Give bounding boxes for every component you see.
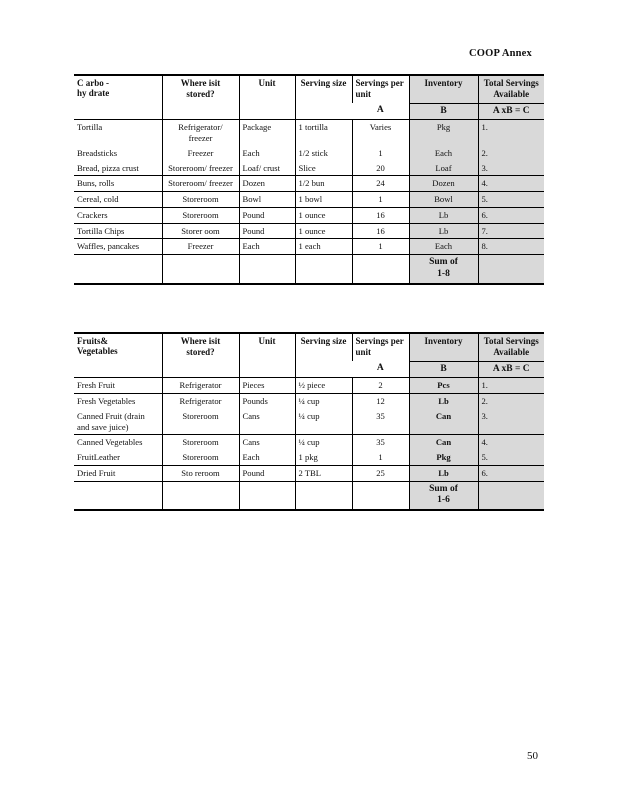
servings-per-unit: 2 bbox=[352, 378, 409, 394]
servings-per-unit: 24 bbox=[352, 176, 409, 192]
where-stored: Storeroom bbox=[162, 409, 239, 435]
where-stored: Sto reroom bbox=[162, 465, 239, 481]
where-stored: Storeroom/ freezer bbox=[162, 161, 239, 176]
unit: Each bbox=[239, 450, 295, 465]
unit: Pound bbox=[239, 465, 295, 481]
item-name: Tortilla bbox=[74, 120, 162, 146]
category-title: Fruits& Vegetables bbox=[74, 333, 162, 378]
unit: Bowl bbox=[239, 192, 295, 208]
inventory: Lb bbox=[409, 465, 478, 481]
unit: Dozen bbox=[239, 176, 295, 192]
unit: Package bbox=[239, 120, 295, 146]
where-stored: Storeroom/ freezer bbox=[162, 176, 239, 192]
where-stored: Freezer bbox=[162, 239, 239, 255]
servings-per-unit: 1 bbox=[352, 450, 409, 465]
where-stored: Storer oom bbox=[162, 223, 239, 239]
total-servings: 4. bbox=[478, 435, 544, 450]
item-name: Buns, rolls bbox=[74, 176, 162, 192]
header-where-stored: Where isit stored? bbox=[162, 333, 239, 378]
serving-size: ¼ cup bbox=[295, 435, 352, 450]
unit: Cans bbox=[239, 435, 295, 450]
unit: Each bbox=[239, 146, 295, 161]
total-servings: 2. bbox=[478, 146, 544, 161]
total-servings: 5. bbox=[478, 192, 544, 208]
header-serving-size: Serving size bbox=[295, 333, 352, 378]
total-servings: 1. bbox=[478, 120, 544, 146]
label-a: A bbox=[376, 105, 384, 115]
carbohydrate-table bbox=[74, 74, 544, 285]
header-servings-per-unit: Servings per unit bbox=[352, 75, 409, 103]
servings-per-unit: 1 bbox=[352, 146, 409, 161]
total-servings: 2. bbox=[478, 394, 544, 409]
inventory: Pcs bbox=[409, 378, 478, 394]
total-servings: 1. bbox=[478, 378, 544, 394]
header-unit: Unit bbox=[239, 333, 295, 378]
category-title: C arbo - hy drate bbox=[74, 75, 162, 120]
where-stored: Refrigerator bbox=[162, 394, 239, 409]
serving-size: 1/2 stick bbox=[295, 146, 352, 161]
unit: Pounds bbox=[239, 394, 295, 409]
serving-size: ¼ cup bbox=[295, 409, 352, 435]
table-row bbox=[74, 239, 544, 255]
label-axb: A xB = C bbox=[478, 361, 544, 378]
item-name: Canned Vegetables bbox=[74, 435, 162, 450]
item-name: Tortilla Chips bbox=[74, 223, 162, 239]
where-stored: Storeroom bbox=[162, 192, 239, 208]
unit: Loaf/ crust bbox=[239, 161, 295, 176]
table-row bbox=[74, 450, 544, 465]
inventory: Dozen bbox=[409, 176, 478, 192]
total-servings: 6. bbox=[478, 207, 544, 223]
item-name: Dried Fruit bbox=[74, 465, 162, 481]
total-servings: 8. bbox=[478, 239, 544, 255]
serving-size: 1/2 bun bbox=[295, 176, 352, 192]
serving-size: 1 ounce bbox=[295, 207, 352, 223]
item-name: Fresh Vegetables bbox=[74, 394, 162, 409]
inventory: Bowl bbox=[409, 192, 478, 208]
unit: Pound bbox=[239, 207, 295, 223]
serving-size: 1 bowl bbox=[295, 192, 352, 208]
table-row bbox=[74, 465, 544, 481]
unit: Pound bbox=[239, 223, 295, 239]
header-total-servings: Total Servings Available bbox=[478, 333, 544, 361]
table-row bbox=[74, 378, 544, 394]
serving-size: Slice bbox=[295, 161, 352, 176]
where-stored: Freezer bbox=[162, 146, 239, 161]
sum-row bbox=[74, 254, 544, 283]
inventory: Lb bbox=[409, 207, 478, 223]
label-b: B bbox=[409, 361, 478, 378]
table-row bbox=[74, 146, 544, 161]
servings-per-unit: 12 bbox=[352, 394, 409, 409]
annex-header: COOP Annex bbox=[469, 48, 532, 59]
servings-per-unit: Varies bbox=[352, 120, 409, 146]
inventory: Can bbox=[409, 435, 478, 450]
table-row bbox=[74, 192, 544, 208]
serving-size: ½ piece bbox=[295, 378, 352, 394]
item-name: Waffles, pancakes bbox=[74, 239, 162, 255]
label-axb: A xB = C bbox=[478, 103, 544, 120]
inventory: Pkg bbox=[409, 120, 478, 146]
unit: Pieces bbox=[239, 378, 295, 394]
servings-per-unit: 16 bbox=[352, 223, 409, 239]
header-total-servings: Total Servings Available bbox=[478, 75, 544, 103]
total-servings: 6. bbox=[478, 465, 544, 481]
servings-per-unit: 35 bbox=[352, 409, 409, 435]
total-servings: 7. bbox=[478, 223, 544, 239]
item-name: Crackers bbox=[74, 207, 162, 223]
header-servings-per-unit: Servings per unit bbox=[352, 333, 409, 361]
table-header-row bbox=[74, 75, 544, 103]
label-b: B bbox=[409, 103, 478, 120]
page-number: 50 bbox=[527, 750, 538, 762]
item-name: Fresh Fruit bbox=[74, 378, 162, 394]
total-servings: 3. bbox=[478, 409, 544, 435]
table-header-row bbox=[74, 333, 544, 361]
servings-per-unit: 25 bbox=[352, 465, 409, 481]
header-unit: Unit bbox=[239, 75, 295, 120]
item-name: Canned Fruit (drain and save juice) bbox=[77, 410, 145, 432]
where-stored: Storeroom bbox=[162, 207, 239, 223]
inventory: Lb bbox=[409, 223, 478, 239]
header-where-stored: Where isit stored? bbox=[162, 75, 239, 120]
where-stored: Storeroom bbox=[162, 450, 239, 465]
serving-size: ¼ cup bbox=[295, 394, 352, 409]
label-a: A bbox=[376, 363, 384, 373]
unit: Cans bbox=[239, 409, 295, 435]
table-row bbox=[74, 409, 544, 435]
fruits-vegetables-table bbox=[74, 332, 544, 511]
inventory: Lb bbox=[409, 394, 478, 409]
unit: Each bbox=[239, 239, 295, 255]
servings-per-unit: 1 bbox=[352, 192, 409, 208]
where-stored: Refrigerator bbox=[162, 378, 239, 394]
servings-per-unit: 35 bbox=[352, 435, 409, 450]
item-name: Breadsticks bbox=[77, 147, 118, 158]
table-row bbox=[74, 394, 544, 409]
sum-label: Sum of 1-8 bbox=[409, 254, 478, 283]
total-servings: 4. bbox=[478, 176, 544, 192]
serving-size: 1 ounce bbox=[295, 223, 352, 239]
servings-per-unit: 16 bbox=[352, 207, 409, 223]
serving-size: 1 pkg bbox=[295, 450, 352, 465]
servings-per-unit: 1 bbox=[352, 239, 409, 255]
item-name: Cereal, cold bbox=[74, 192, 162, 208]
where-stored: Storeroom bbox=[162, 435, 239, 450]
header-inventory: Inventory bbox=[409, 75, 478, 103]
table-row bbox=[74, 223, 544, 239]
inventory: Can bbox=[409, 409, 478, 435]
inventory: Pkg bbox=[409, 450, 478, 465]
inventory: Each bbox=[409, 239, 478, 255]
table-row bbox=[74, 120, 544, 146]
inventory: Loaf bbox=[409, 161, 478, 176]
where-stored: Refrigerator/ freezer bbox=[162, 120, 239, 146]
total-servings: 3. bbox=[478, 161, 544, 176]
serving-size: 1 each bbox=[295, 239, 352, 255]
total-servings: 5. bbox=[478, 450, 544, 465]
sum-row bbox=[74, 481, 544, 510]
item-name: Bread, pizza crust bbox=[77, 162, 139, 173]
inventory: Each bbox=[409, 146, 478, 161]
table-row bbox=[74, 207, 544, 223]
serving-size: 1 tortilla bbox=[295, 120, 352, 146]
header-serving-size: Serving size bbox=[295, 75, 352, 120]
header-inventory: Inventory bbox=[409, 333, 478, 361]
table-row bbox=[74, 435, 544, 450]
item-name: FruitLeather bbox=[77, 452, 120, 463]
servings-per-unit: 20 bbox=[352, 161, 409, 176]
table-row bbox=[74, 161, 544, 176]
serving-size: 2 TBL bbox=[295, 465, 352, 481]
sum-label: Sum of 1-6 bbox=[409, 481, 478, 510]
table-row bbox=[74, 176, 544, 192]
